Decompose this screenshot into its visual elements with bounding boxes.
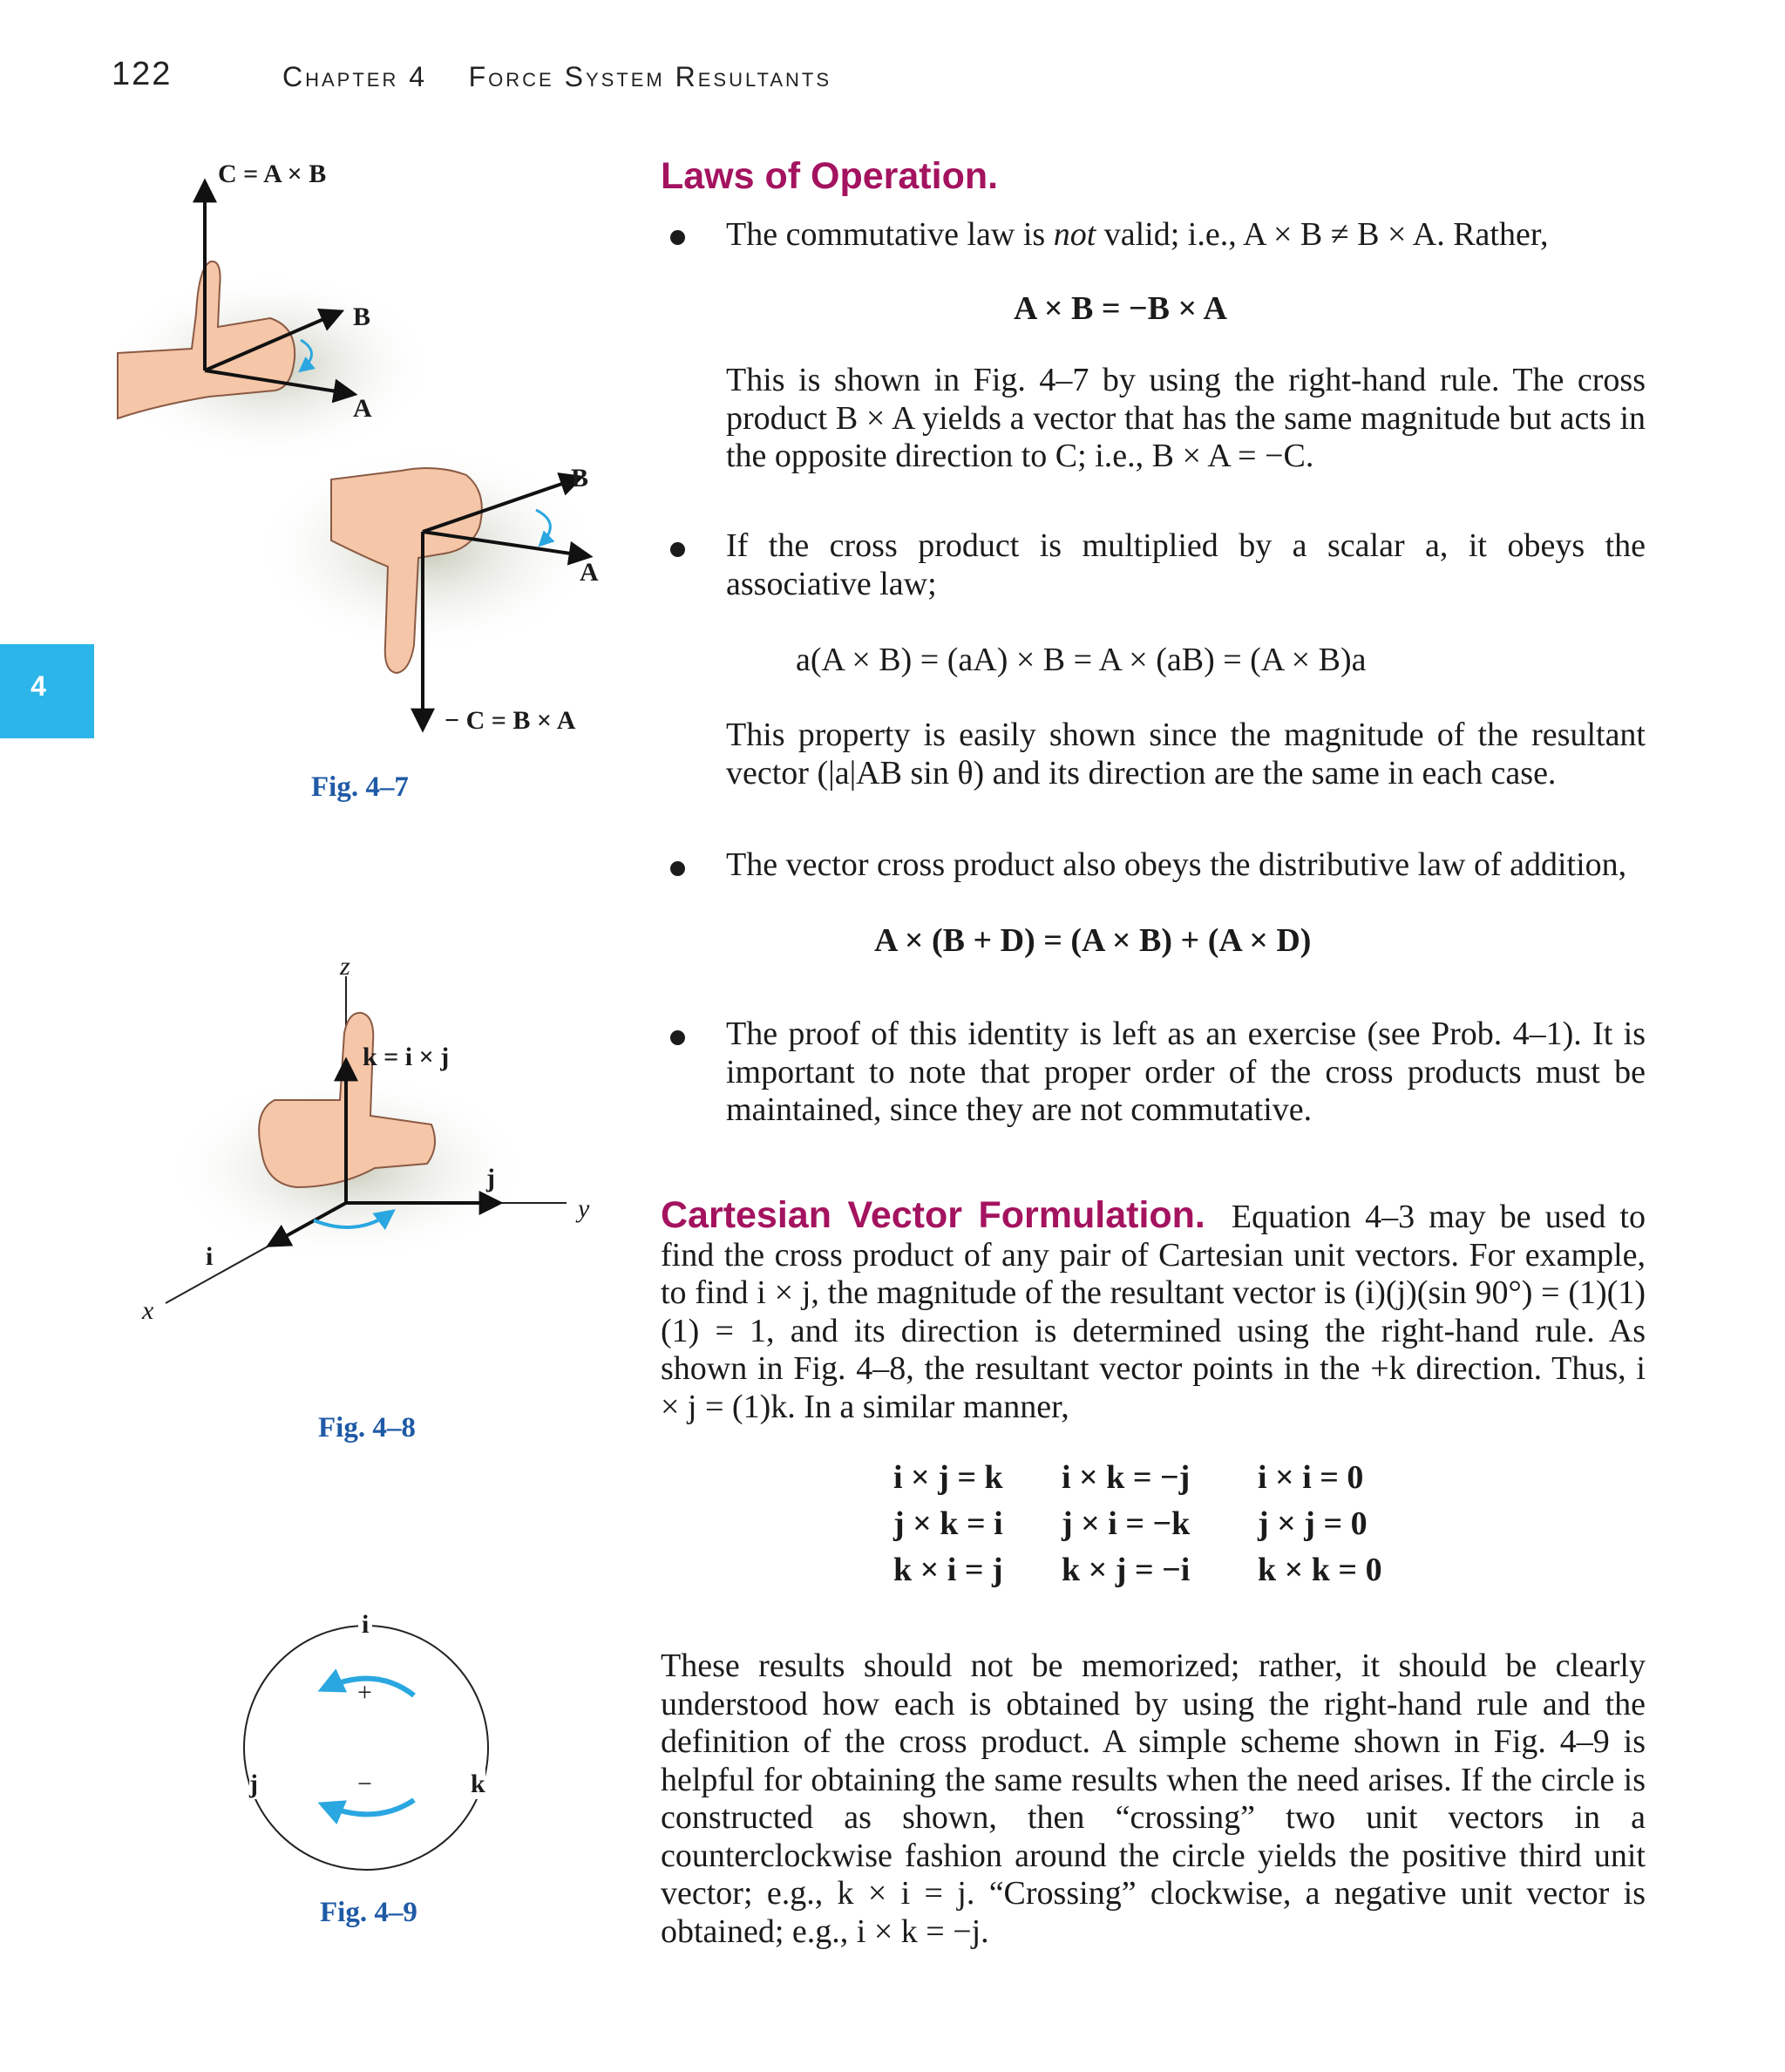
equation-1: A × B = −B × A: [1014, 290, 1227, 327]
bullet-4: [670, 1030, 685, 1045]
fig48-label-k: k = i × j: [363, 1043, 450, 1071]
chapter-tab: [0, 644, 94, 738]
fig47-label-a2: A: [580, 558, 599, 587]
running-head-text: Chapter 4 Force System Resultants: [282, 61, 832, 92]
table-cell: i × i = 0: [1258, 1459, 1364, 1496]
fig47-label-c: C = A × B: [218, 160, 327, 188]
table-cell: j × j = 0: [1258, 1505, 1368, 1542]
paragraph-1: This is shown in Fig. 4–7 by using the right-hand rule. The cross product B × A yields a vector that has the same magnitude but acts in the opposite direction to C; i.e., B × A = −C.: [726, 362, 1646, 474]
bullet-1-emphasis: not: [1053, 216, 1096, 253]
bullet-2: [670, 542, 685, 557]
fig47-label-a1: A: [353, 394, 372, 423]
cartesian-closing: These results should not be memorized; rather, it should be clearly understood how each is obtained by using the right-hand rule and the definition of the cross product. A simple scheme shown in Fig. 4–9 is helpful for obtaining the same results when the need arises. If the circle is constructed as shown, then “crossing” two unit vectors in a counterclockwise fashion around the circle yields the positive third unit vector; e.g., k × i = j. “Crossing” clockwise, a negative unit vector is obtained; e.g., i × k = −j.: [661, 1647, 1646, 1950]
fig49-label-k: k: [471, 1770, 485, 1798]
figure-4-8: [131, 959, 619, 1325]
fig49-label-plus: +: [357, 1678, 372, 1707]
figure-4-7: [105, 157, 662, 750]
bullet-1-text-a: The commutative law is: [726, 216, 1054, 253]
table-cell: i × j = k: [893, 1459, 1003, 1496]
paragraph-2: This property is easily shown since the magnitude of the resultant vector (|a|AB sin θ) and its direction are the same in each case.: [726, 717, 1646, 791]
fig48-caption: Fig. 4–8: [318, 1412, 416, 1444]
running-head: [282, 61, 831, 93]
page-number: 122: [112, 56, 173, 92]
unit-vector-table: [893, 1458, 1423, 1597]
cartesian-intro: [661, 1194, 1646, 1426]
bullet-2-text: If the cross product is multiplied by a scalar a, it obeys the associative law;: [726, 527, 1646, 602]
figure-4-9: [235, 1613, 506, 1883]
fig48-label-x: x: [142, 1296, 154, 1325]
section-heading-laws: Laws of Operation.: [661, 155, 999, 197]
bullet-1-text-b: valid; i.e., A × B ≠ B × A. Rather,: [1096, 216, 1549, 253]
table-cell: i × k = −j: [1062, 1459, 1191, 1496]
bullet-1-text: [726, 216, 1646, 255]
table-row: [893, 1551, 1423, 1597]
cartesian-intro-text: Equation 4–3 may be used to find the cross product of any pair of Cartesian unit vectors. For example, to find i × j, the magnitude of the resultant vector is (i)(j)(sin 90°) = (1)(1)(1) = 1, and its direction is determined using the right-hand rule. As shown in Fig. 4–8, the resultant vector points in the +k direction. Thus, i × j = (1)k. In a similar manner,: [661, 1199, 1646, 1425]
cw-arrow: [322, 1800, 414, 1814]
table-cell: k × j = −i: [1062, 1552, 1191, 1588]
fig47-label-b1: B: [353, 302, 371, 331]
table-row: [893, 1458, 1423, 1505]
table-cell: j × i = −k: [1062, 1505, 1191, 1542]
table-cell: k × i = j: [893, 1552, 1003, 1588]
unit-vector-circle: [244, 1626, 488, 1870]
fig48-label-i: i: [206, 1242, 214, 1271]
bullet-4-text: The proof of this identity is left as an exercise (see Prob. 4–1). It is important to note that proper order of the cross products must be maintained, since they are not commutative.: [726, 1016, 1646, 1128]
fig47-label-b2: B: [571, 464, 589, 493]
table-cell: j × k = i: [893, 1505, 1003, 1542]
section-heading-cartesian: Cartesian Vector Formulation.: [661, 1194, 1205, 1236]
table-row: [893, 1505, 1423, 1551]
fig48-label-z: z: [340, 952, 350, 981]
fig49-label-i: i: [358, 1610, 372, 1640]
equation-3: A × (B + D) = (A × B) + (A × D): [874, 922, 1312, 959]
table-cell: k × k = 0: [1258, 1552, 1382, 1588]
fig47-label-neg-c: − C = B × A: [445, 706, 576, 735]
fig49-label-j: j: [249, 1770, 258, 1798]
chapter-tab-number: 4: [31, 670, 46, 702]
fig47-caption: Fig. 4–7: [311, 771, 409, 803]
bullet-3-text: The vector cross product also obeys the distributive law of addition,: [726, 846, 1627, 883]
fig49-label-minus: −: [357, 1770, 372, 1798]
equation-2: a(A × B) = (aA) × B = A × (aB) = (A × B)a: [796, 642, 1367, 678]
bullet-3: [670, 861, 685, 876]
fig48-label-j: j: [486, 1164, 495, 1192]
fig48-label-y: y: [578, 1194, 590, 1223]
fig49-caption: Fig. 4–9: [320, 1897, 417, 1928]
bullet-1: [670, 230, 685, 245]
